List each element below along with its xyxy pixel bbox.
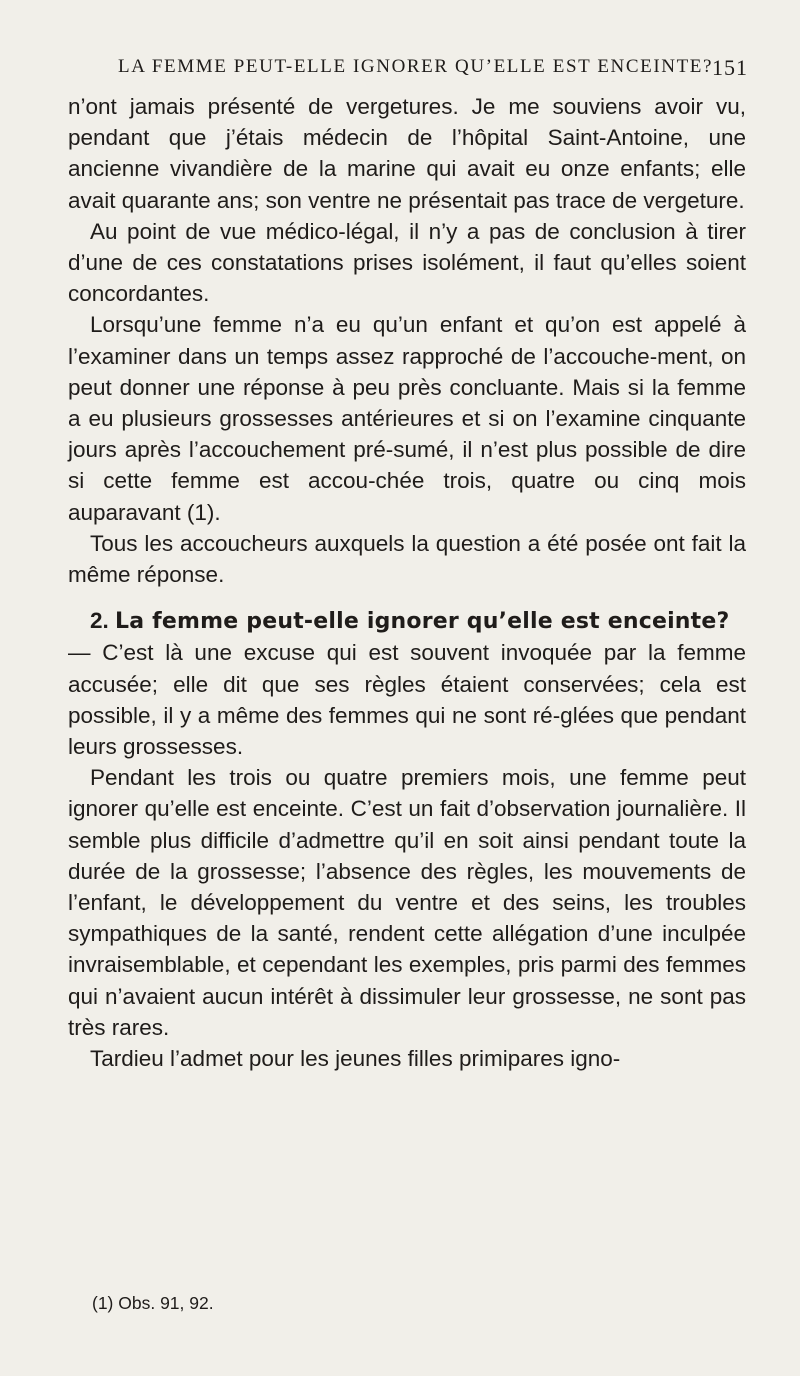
page-number: 151: [712, 55, 748, 80]
paragraph: Au point de vue médico-légal, il n’y a pas de conclusion à tirer d’une de ces constatations prises isolément, il faut qu’elles soient concordantes.: [68, 218, 746, 307]
paragraph: Lorsqu’une femme n’a eu qu’un enfant et qu’on est appelé à l’examiner dans un temps assez rapproché de l’accouche-ment, on peut donner une réponse à peu près concluante. Mais si la femme a eu plusieurs grossesses antérieures et si on l’examine cinquante jours après l’accouchement pré-sumé, il n’est plus possible de dire si cette femme est accou-chée trois, quatre ou cinq mois auparavant (1).: [68, 312, 746, 525]
section-number: 2.: [90, 608, 109, 634]
section-lead-text: — C’est là une excuse qui est souvent invoquée par la femme accusée; elle dit que ses règles étaient conservées; cela est possible, il y a même des femmes qui ne sont ré-glées que pendant leurs grossesses.: [68, 640, 746, 760]
running-title: LA FEMME PEUT-ELLE IGNORER QU’ELLE EST ENCEINTE?: [118, 56, 714, 77]
body-text: [68, 91, 746, 1074]
running-header: [68, 56, 748, 84]
section-heading: La femme peut-elle ignorer qu’elle est enceinte?: [115, 609, 730, 635]
section-paragraph: [68, 605, 746, 762]
paragraph: Tardieu l’admet pour les jeunes filles primipares igno-: [90, 1046, 621, 1072]
paragraph-continuation: n’ont jamais présenté de vergetures. Je me souviens avoir vu, pendant que j’étais médecin de l’hôpital Saint-Antoine, une ancienne vivandière de la marine qui avait eu onze enfants; elle avait quarante ans; son ventre ne présentait pas trace de vergeture.: [68, 94, 746, 213]
paragraph: Pendant les trois ou quatre premiers mois, une femme peut ignorer qu’elle est enceinte. C’est un fait d’observation journalière. Il semble plus difficile d’admettre qu’il en soit ainsi pendant toute la durée de la grossesse; l’absence des règles, les mouvements de l’enfant, le développement du ventre et des seins, les troubles sympathiques de la santé, rendent cette allégation d’une inculpée invraisemblable, et cependant les exemples, pris parmi des femmes qui n’avaient aucun intérêt à dissimuler leur grossesse, ne sont pas très rares.: [68, 765, 746, 1040]
paragraph: Tous les accoucheurs auxquels la question a été posée ont fait la même réponse.: [68, 530, 746, 588]
footnote: (1) Obs. 91, 92.: [92, 1293, 214, 1313]
